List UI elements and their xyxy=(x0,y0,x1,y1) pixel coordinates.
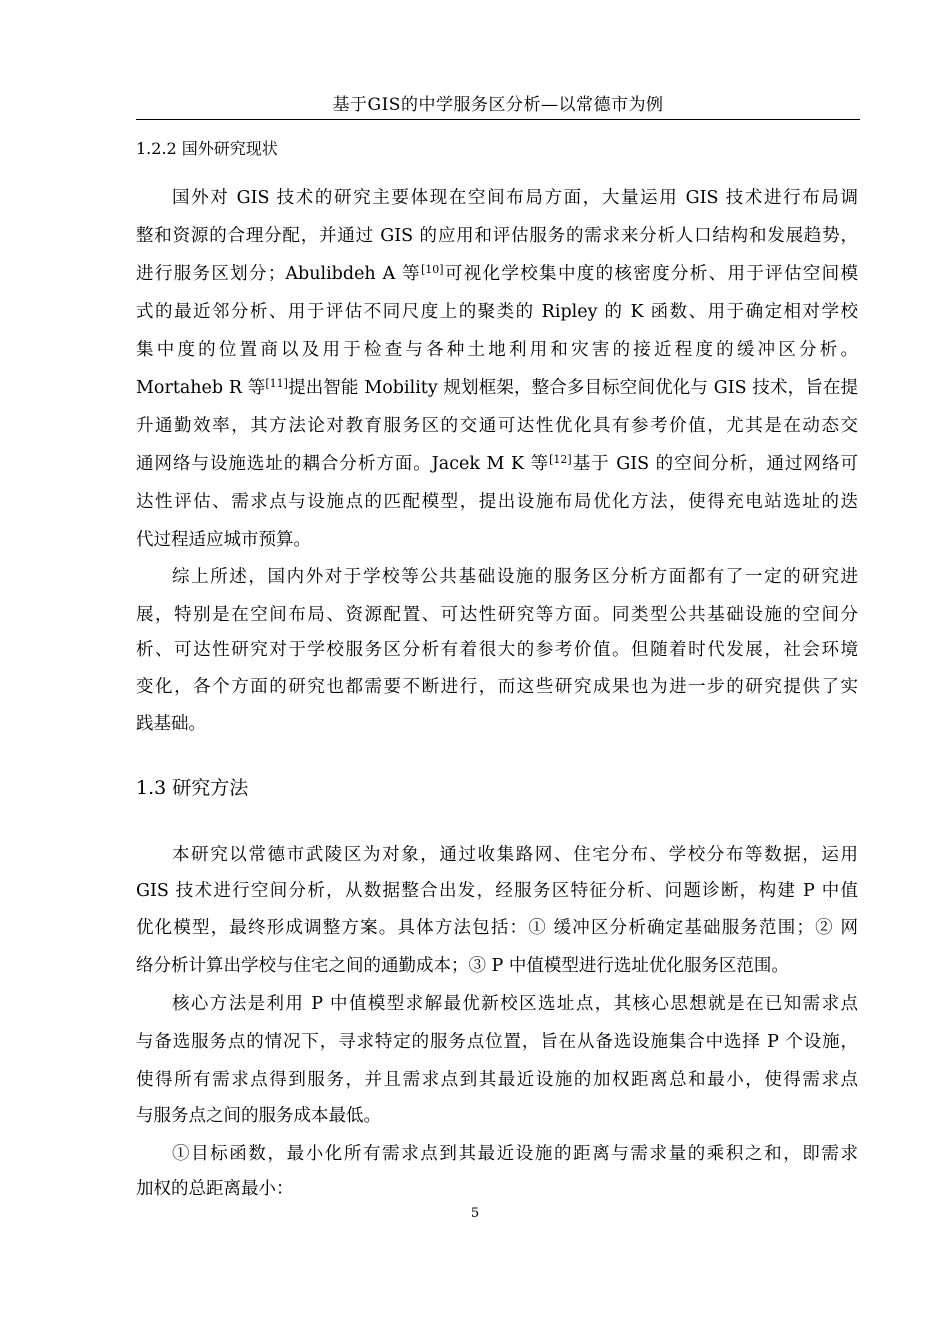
body-line: 本研究以常德市武陵区为对象，通过收集路网、住宅分布、学校分布等数据，运用 xyxy=(172,845,858,865)
citation-marker: [10] xyxy=(420,263,444,276)
body-line: 展，特别是在空间布局、资源配置、可达性研究等方面。同类型公共基础设施的空间分 xyxy=(136,605,858,625)
body-line: 使得所有需求点得到服务，并且需求点到其最近设施的加权距离总和最小，使得需求点 xyxy=(136,1070,858,1090)
body-text: Mortaheb R 等 xyxy=(136,378,266,398)
citation-marker: [12] xyxy=(549,453,572,466)
body-line: 达性评估、需求点与设施点的匹配模型，提出设施布局优化方法，使得充电站选址的迭 xyxy=(136,492,858,512)
body-line: GIS 技术进行空间分析，从数据整合出发，经服务区特征分析、问题诊断，构建 P 中值 xyxy=(136,881,858,901)
body-text: 提出智能 Mobility 规划框架，整合多目标空间优化与 GIS 技术，旨在提 xyxy=(287,378,858,398)
body-line xyxy=(136,447,858,481)
body-line: 践基础。 xyxy=(136,714,206,734)
page-number: 5 xyxy=(470,1206,480,1221)
body-line: 优化模型，最终形成调整方案。具体方法包括：① 缓冲区分析确定基础服务范围；② 网 xyxy=(136,918,858,938)
body-line xyxy=(136,257,858,291)
body-line: 析、可达性研究对于学校服务区分析有着很大的参考价值。但随着时代发展，社会环境 xyxy=(136,640,858,660)
body-line: 与备选服务点的情况下，寻求特定的服务点位置，旨在从备选设施集合中选择 P 个设施， xyxy=(136,1032,858,1052)
body-line xyxy=(136,371,858,405)
body-text: 通网络与设施选址的耦合分析方面。Jacek M K 等 xyxy=(136,454,550,474)
body-line: 核心方法是利用 P 中值模型求解最优新校区选址点，其核心思想就是在已知需求点 xyxy=(172,994,858,1014)
body-line: 与服务点之间的服务成本最低。 xyxy=(136,1106,381,1126)
body-text: 进行服务区划分；Abulibdeh A 等 xyxy=(136,264,421,284)
section-heading-1-3: 1.3 研究方法 xyxy=(136,777,249,799)
body-line: 整和资源的合理分配，并通过 GIS 的应用和评估服务的需求来分析人口结构和发展趋势， xyxy=(136,226,858,246)
citation-marker: [11] xyxy=(265,377,288,390)
body-line: 升通勤效率，其方法论对教育服务区的交通可达性优化具有参考价值，尤其是在动态交 xyxy=(136,416,858,436)
body-line: 式的最近邻分析、用于评估不同尺度上的聚类的 Ripley 的 K 函数、用于确定相对学校 xyxy=(136,302,858,322)
body-line: 变化，各个方面的研究也都需要不断进行，而这些研究成果也为进一步的研究提供了实 xyxy=(136,677,858,697)
body-line: 络分析计算出学校与住宅之间的通勤成本；③ P 中值模型进行选址优化服务区范围。 xyxy=(136,956,789,976)
body-line: 综上所述，国内外对于学校等公共基础设施的服务区分析方面都有了一定的研究进 xyxy=(172,567,858,587)
body-line: 集中度的位置商以及用于检查与各种土地利用和灾害的接近程度的缓冲区分析。 xyxy=(136,340,858,360)
running-header: 基于GIS的中学服务区分析—以常德市为例 xyxy=(332,95,664,115)
section-heading-1-2-2: 1.2.2 国外研究现状 xyxy=(136,139,278,158)
body-text: 可视化学校集中度的核密度分析、用于评估空间模 xyxy=(443,264,858,284)
body-line: ①目标函数，最小化所有需求点到其最近设施的距离与需求量的乘积之和，即需求 xyxy=(172,1144,858,1164)
body-line: 代过程适应城市预算。 xyxy=(136,530,311,550)
body-line: 加权的总距离最小： xyxy=(136,1179,294,1199)
header-rule xyxy=(136,119,860,120)
body-line: 国外对 GIS 技术的研究主要体现在空间布局方面，大量运用 GIS 技术进行布局调 xyxy=(172,188,858,208)
body-text: 基于 GIS 的空间分析，通过网络可 xyxy=(571,454,858,474)
